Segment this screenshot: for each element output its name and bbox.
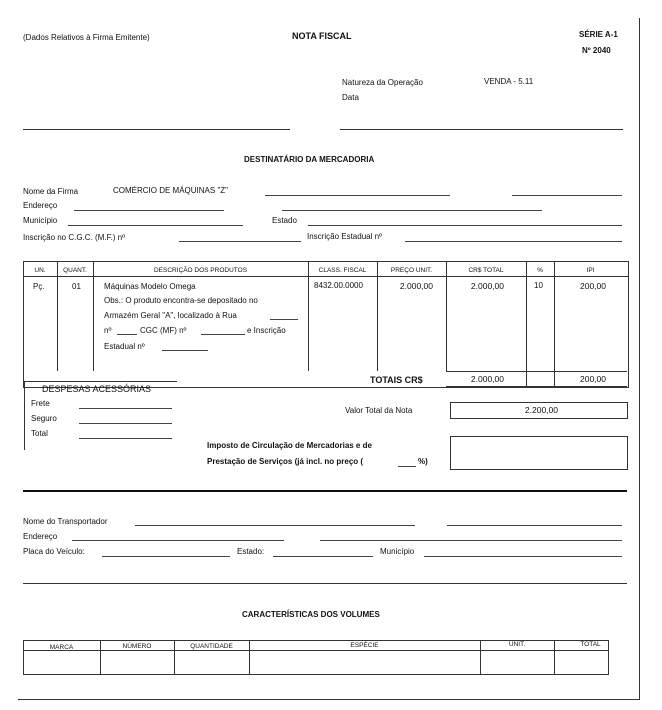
col-unit: UNIT. <box>508 641 526 648</box>
row-ipi: 200,00 <box>580 281 606 291</box>
fill-line <box>265 195 450 196</box>
row-desc-line5: Estadual nº <box>104 342 145 351</box>
icms-line2: Prestação de Serviços (já incl. no preço ( <box>207 457 364 466</box>
row-desc-line4c: e Inscrição <box>247 326 286 335</box>
col-line <box>526 261 527 386</box>
row-percent: 10 <box>534 281 543 290</box>
fill-line <box>162 350 208 351</box>
row-fiscal-class: 8432.00.0000 <box>314 281 363 290</box>
col-line <box>377 261 378 371</box>
col-percent: % <box>537 267 543 274</box>
fill-line <box>308 225 622 226</box>
row-qty: 01 <box>72 282 81 291</box>
fill-line <box>320 540 622 541</box>
transport-city-label: Município <box>380 547 415 556</box>
firm-label: Nome da Firma <box>23 187 79 196</box>
col-brand: MARCA <box>49 644 74 651</box>
col-line <box>446 261 447 371</box>
row-desc-line4b: CGC (MF) nº <box>140 326 187 335</box>
col-line <box>57 261 58 371</box>
col-total: CR$ TOTAL <box>468 267 504 274</box>
col-fiscal-class: CLASS. FISCAL <box>318 267 367 274</box>
volumes-header-line <box>23 650 608 651</box>
fill-line <box>102 556 230 557</box>
col-description: DESCRIÇÃO DOS PRODUTOS <box>153 267 248 274</box>
fill-line <box>282 210 542 211</box>
fill-line <box>179 241 301 242</box>
row-desc-line4a: nº <box>104 326 112 335</box>
totals-value: 2.000,00 <box>470 374 504 384</box>
state-reg-label: Inscrição Estadual nº <box>307 232 382 241</box>
col-species: ESPÉCIE <box>350 642 379 649</box>
nature-label: Natureza da Operação <box>342 78 423 87</box>
fill-line <box>79 438 172 439</box>
fill-line <box>74 210 224 211</box>
date-label: Data <box>342 93 359 102</box>
series: SÉRIE A-1 <box>579 30 618 39</box>
row-desc-line3: Armazém Geral "A", localizado à Rua <box>104 311 237 320</box>
invoice-number: Nº 2040 <box>582 46 611 55</box>
fill-line <box>512 195 622 196</box>
col-line <box>308 261 309 371</box>
insurance-label: Seguro <box>31 414 57 423</box>
doc-title: NOTA FISCAL <box>292 31 352 41</box>
fill-line <box>398 466 416 467</box>
transport-state-label: Estado: <box>237 547 265 556</box>
totals-label: TOTAIS CR$ <box>370 375 423 385</box>
fill-line <box>201 334 245 335</box>
invoice-total-label: Valor Total da Nota <box>345 406 413 415</box>
fill-line <box>79 408 172 409</box>
fill-line <box>405 241 622 242</box>
freight-label: Frete <box>31 399 50 408</box>
table-header-line <box>23 276 628 277</box>
transport-address-label: Endereço <box>23 532 58 541</box>
row-unit-price: 2.000,00 <box>399 281 433 291</box>
divider <box>23 129 290 130</box>
row-total: 2.000,00 <box>470 281 504 291</box>
fill-line <box>79 423 172 424</box>
issuer-note: (Dados Relativos à Firma Emitente) <box>23 33 150 42</box>
expenses-title: DESPESAS ACESSÓRIAS <box>42 384 152 394</box>
icms-line1: Imposto de Circulação de Mercadorias e de <box>207 441 372 450</box>
col-total: TOTAL <box>580 641 601 648</box>
recipient-title: DESTINATÁRIO DA MERCADORIA <box>244 155 375 164</box>
totals-bottom-line <box>446 386 627 387</box>
city-label: Município <box>23 216 58 225</box>
state-label: Estado <box>272 216 297 225</box>
col-line <box>554 261 555 386</box>
nature-value: VENDA - 5.11 <box>484 77 534 86</box>
fill-line <box>68 225 243 226</box>
fill-line <box>270 319 298 320</box>
icms-line2-end: %) <box>418 457 428 466</box>
volumes-title: CARACTERÍSTICAS DOS VOLUMES <box>242 610 380 619</box>
col-line <box>93 261 94 371</box>
col-unit-price: PREÇO UNIT. <box>390 267 433 274</box>
address-label: Endereço <box>23 201 58 210</box>
carrier-label: Nome do Transportador <box>23 517 108 526</box>
col-quantity: QUANTIDADE <box>190 643 233 650</box>
totals-line <box>446 371 627 372</box>
fill-line <box>135 525 415 526</box>
fill-line <box>447 525 622 526</box>
col-number: NÚMERO <box>122 643 152 650</box>
plate-label: Placa do Veículo: <box>23 547 85 556</box>
invoice-total-value: 2.200,00 <box>524 405 558 415</box>
icms-box <box>450 436 628 470</box>
col-ipi: IPI <box>586 267 595 274</box>
col-qty: QUANT. <box>63 267 87 274</box>
row-desc-line2: Obs.: O produto encontra-se depositado no <box>104 296 258 305</box>
divider <box>340 129 623 130</box>
col-unit: UN. <box>34 267 46 274</box>
fill-line <box>424 556 622 557</box>
row-desc-line1: Máquinas Modelo Omega <box>104 282 196 291</box>
totals-ipi: 200,00 <box>580 374 606 384</box>
row-unit: Pç. <box>33 282 45 291</box>
fill-line <box>72 540 284 541</box>
divider <box>23 583 627 584</box>
total-label: Total <box>31 429 48 438</box>
firm-value: COMÉRCIO DE MÁQUINAS "Z" <box>113 186 229 195</box>
fill-line <box>273 556 373 557</box>
fill-line <box>117 334 137 335</box>
cgc-label: Inscrição no C.G.C. (M.F.) nº <box>23 233 126 242</box>
divider <box>23 490 627 492</box>
